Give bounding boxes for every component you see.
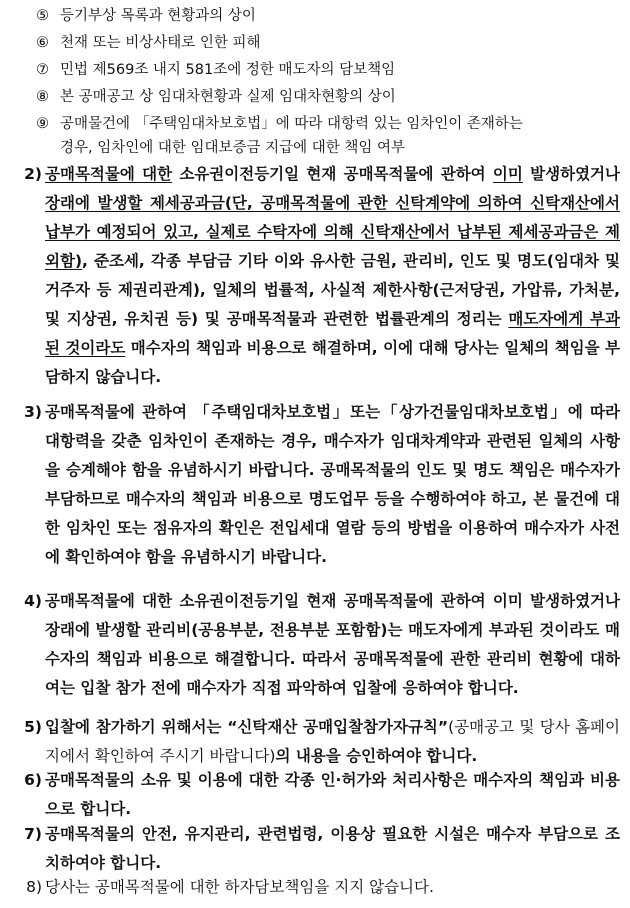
item-5: [14, 713, 620, 771]
item-number: 3): [24, 403, 42, 421]
sub-item-8: [36, 85, 626, 109]
sub-item-marker: ⑥: [36, 35, 49, 51]
item-body: [45, 713, 620, 771]
sub-item-text: 본 공매공고 상 임대차현황과 실제 임대차현황의 상이: [60, 89, 396, 105]
sub-item-7: [36, 58, 626, 82]
sub-item-9: [36, 112, 626, 136]
sub-item-text: 등기부상 목록과 현황과의 상이: [60, 8, 256, 24]
underlined-text: 매도자에게 부과된 것이라도: [45, 310, 620, 357]
item-number: 5): [24, 718, 42, 736]
sub-item-9-continuation: 경우, 임차인에 대한 임대보증금 지급에 대한 책임 여부: [60, 140, 406, 156]
item-text-normal: (공매공고 및 당사 홈페이지에서 확인하여 주시기 바랍니다): [45, 718, 620, 765]
item-4: [14, 587, 620, 703]
item-7: [14, 820, 620, 878]
item-text: 의 내용을 승인하여야 합니다.: [275, 747, 478, 765]
item-text: 매수자의 책임과 비용으로 해결하며, 이에 대해 당사는 일체의 책임을 부담하지 않습니다.: [45, 339, 620, 386]
item-text: 소유권이전등기일 현재 공매목적물에 관하여: [172, 165, 493, 183]
sub-item-marker: ⑦: [36, 62, 49, 78]
item-body: 공매목적물의 소유 및 이용에 대한 각종 인·허가와 처리사항은 매수자의 책임과 비용으로 합니다.: [45, 771, 620, 818]
sub-item-text: 천재 또는 비상사태로 인한 피해: [60, 35, 261, 51]
item-number: 4): [24, 592, 42, 610]
item-body: 공매목적물의 안전, 유지관리, 관련법령, 이용상 필요한 시설은 매수자 부담으로 조치하여야 합니다.: [45, 825, 620, 872]
sub-item-text: 민법 제569조 내지 581조에 정한 매도자의 담보책임: [60, 62, 396, 78]
underlined-text: 이미: [492, 165, 523, 183]
underlined-text: 장래에 발생할 제세공과금(단, 공매목적물에 관한 신탁계약에 의하여 신탁재산에서 납부가 예정되어 있고, 실제로 수탁자에 의해 신탁재산에서 납부된 제세공과금은 제외함): [45, 194, 620, 270]
item-8: [14, 873, 620, 902]
item-number: 8): [26, 878, 42, 896]
item-body: 공매목적물에 대한 소유권이전등기일 현재 공매목적물에 관하여 이미 발생하였거나 장래에 발생할 관리비(공용부분, 전용부분 포함함)는 매도자에게 부과된 것이라도 매수자의 책임과 비용으로 해결합니다. 따라서 공매목적물에 관한 관리비 현황에 대하여는 입찰 참가 전에 매수자가 직접 파악하여 입찰에 응하여야 합니다.: [45, 592, 620, 697]
sub-item-marker: ⑧: [36, 89, 49, 105]
item-text: , 준조세, 각종 부담금 기타 이와 유사한 금원, 관리비, 인도 및 명도(임대차 및 거주자 등 제권리관계), 일체의 법률적, 사실적 제한사항(근저당권, 가압류, 가처분, 및 지상권, 유치권 등) 및 공매목적물과 관련한 법률관계의 정리는: [45, 252, 620, 328]
sub-item-marker: ⑨: [36, 116, 49, 132]
sub-item-5: [36, 4, 626, 28]
sub-item-marker: ⑤: [36, 8, 49, 24]
item-body: 공매목적물에 관하여 「주택임대차보호법」또는「상가건물임대차보호법」에 따라 대항력을 갖춘 임차인이 존재하는 경우, 매수자가 임대차계약과 관련된 일체의 사항을 승계해야 함을 유념하시기 바랍니다. 공매목적물의 인도 및 명도 책임은 매수자가 부담하므로 매수자의 책임과 비용으로 명도업무 등을 수행하여야 하고, 본 물건에 대한 임차인 또는 점유자의 확인은 전입세대 열람 등의 방법을 이용하여 매수자가 사전에 확인하여야 함을 유념하시기 바랍니다.: [45, 403, 620, 566]
underlined-text: 공매목적물에 대한: [45, 165, 173, 183]
item-text: 입찰에 참가하기 위해서는 “신탁재산 공매입찰참가자규칙”: [45, 718, 449, 736]
item-number: 2): [24, 165, 42, 183]
item-body: 당사는 공매목적물에 대한 하자담보책임을 지지 않습니다.: [45, 878, 434, 896]
item-number: 6): [24, 771, 42, 789]
item-6: [14, 766, 620, 824]
item-body: [45, 160, 620, 392]
sub-item-6: [36, 31, 626, 55]
item-number: 7): [24, 825, 42, 843]
item-3: [14, 398, 620, 572]
item-text: 발생하였거나: [522, 165, 620, 183]
item-2: [14, 160, 620, 392]
sub-item-text: 공매물건에 「주택임대차보호법」에 따라 대항력 있는 임차인이 존재하는: [60, 116, 523, 132]
